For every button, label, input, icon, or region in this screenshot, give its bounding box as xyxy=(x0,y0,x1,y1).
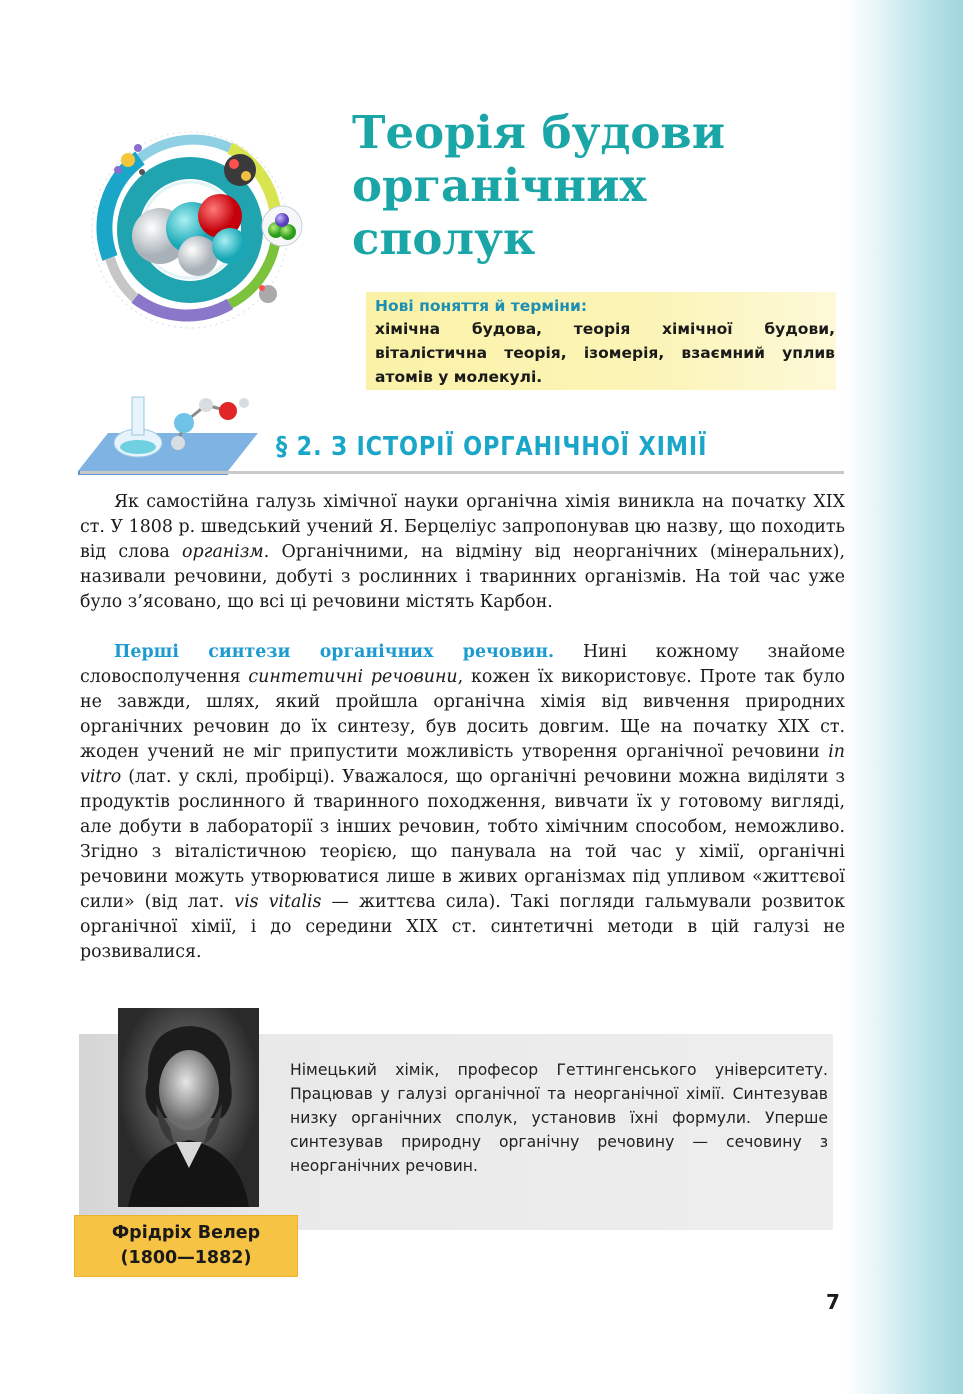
section-heading: § 2. З ІСТОРІЇ ОРГАНІЧНОЇ ХІМІЇ xyxy=(276,432,708,462)
chapter-title-line-2: органічних xyxy=(352,159,647,212)
side-decor-band xyxy=(845,0,963,1394)
terms-list: хімічна будова, теорія хімічної будови, віталістична теорія, ізомерія, взаємний уплив атомів у молекулі. xyxy=(375,320,835,386)
paragraph-1-italic-a: організм xyxy=(182,542,264,562)
paragraph-2-text-a: Нині кожному знайоме словосполучення xyxy=(80,642,845,687)
paragraph-1-text-a: Як самостійна галузь хімічної науки органічна хімія виникла на початку XIX ст. У 1808 р. шведський учений Я. Берцеліус запропонував цю назву, що походить від слова xyxy=(80,492,845,562)
page-number: 7 xyxy=(826,1290,840,1314)
scientist-name: Фрідріх Велер xyxy=(111,1223,261,1243)
chapter-title-line-1: Теорія будови xyxy=(352,106,726,159)
paragraph-2-text-c: (лат. у склі, пробірці). Уважалося, що органічні речовини можна виділяти з продуктів рослинного й тваринного походження, вивчати їх у готовому вигляді, але добути в лабораторії з інших речовин, тобто хімічним способом, неможливо. Згідно з віталістичною теорією, що панувала на той час у хімії, органічні речовини можуть утворюватися лише в живих організмах під упливом «життєвої сили» (від лат. xyxy=(80,767,845,912)
paragraph-1-text-b: . Органічними, на відміну від неорганічних (мінеральних), називали речовини, добуті з рослинних і тваринних організмів. На той час уже було з’ясовано, що всі ці речовини містять Карбон. xyxy=(80,542,845,612)
paragraph-2-italic-b: in vitro xyxy=(80,742,845,787)
paragraph-2 xyxy=(80,640,845,965)
paragraph-2-lead: Перші синтези органічних речовин. xyxy=(114,642,555,662)
biography-text: Німецький хімік, професор Геттингенського університету. Працював у галузі органічної та неорганічної хімії. Синтезував низку органічних сполук, установив їхні формули. Уперше синтезував природну органічну речовину — сечовину з неорганічних речовин. xyxy=(290,1061,828,1175)
paragraph-2-text-d: — життєва сила). Такі погляди гальмували розвиток органічної хімії, і до середини XIX ст. синтетичні методи в цій галузі не розвивалися. xyxy=(80,892,845,962)
scientist-name-badge xyxy=(74,1215,298,1277)
terms-heading: Нові поняття й терміни: xyxy=(375,297,588,315)
portrait-photo xyxy=(118,1008,259,1207)
paragraph-2-italic-c: vis vitalis xyxy=(234,892,322,912)
molecule-illustration xyxy=(80,108,350,348)
flask-illustration xyxy=(78,385,278,475)
paragraph-2-text-b: , кожен їх використовує. Проте так було не завжди, шлях, який пройшла органічна хімія від вивчення природних органічних речовин до їх синтезу, був досить довгим. Ще на початку XIX ст. жоден учений не міг припустити можливість утворення органічної речовини xyxy=(80,667,845,762)
chapter-title-line-3: сполук xyxy=(352,212,536,265)
chapter-title xyxy=(352,106,832,265)
paragraph-1 xyxy=(80,490,845,615)
new-terms-box xyxy=(366,292,836,390)
paragraph-2-italic-a: синтетичні речовини xyxy=(248,667,458,687)
section-divider xyxy=(80,471,844,474)
scientist-years: (1800—1882) xyxy=(120,1248,252,1268)
